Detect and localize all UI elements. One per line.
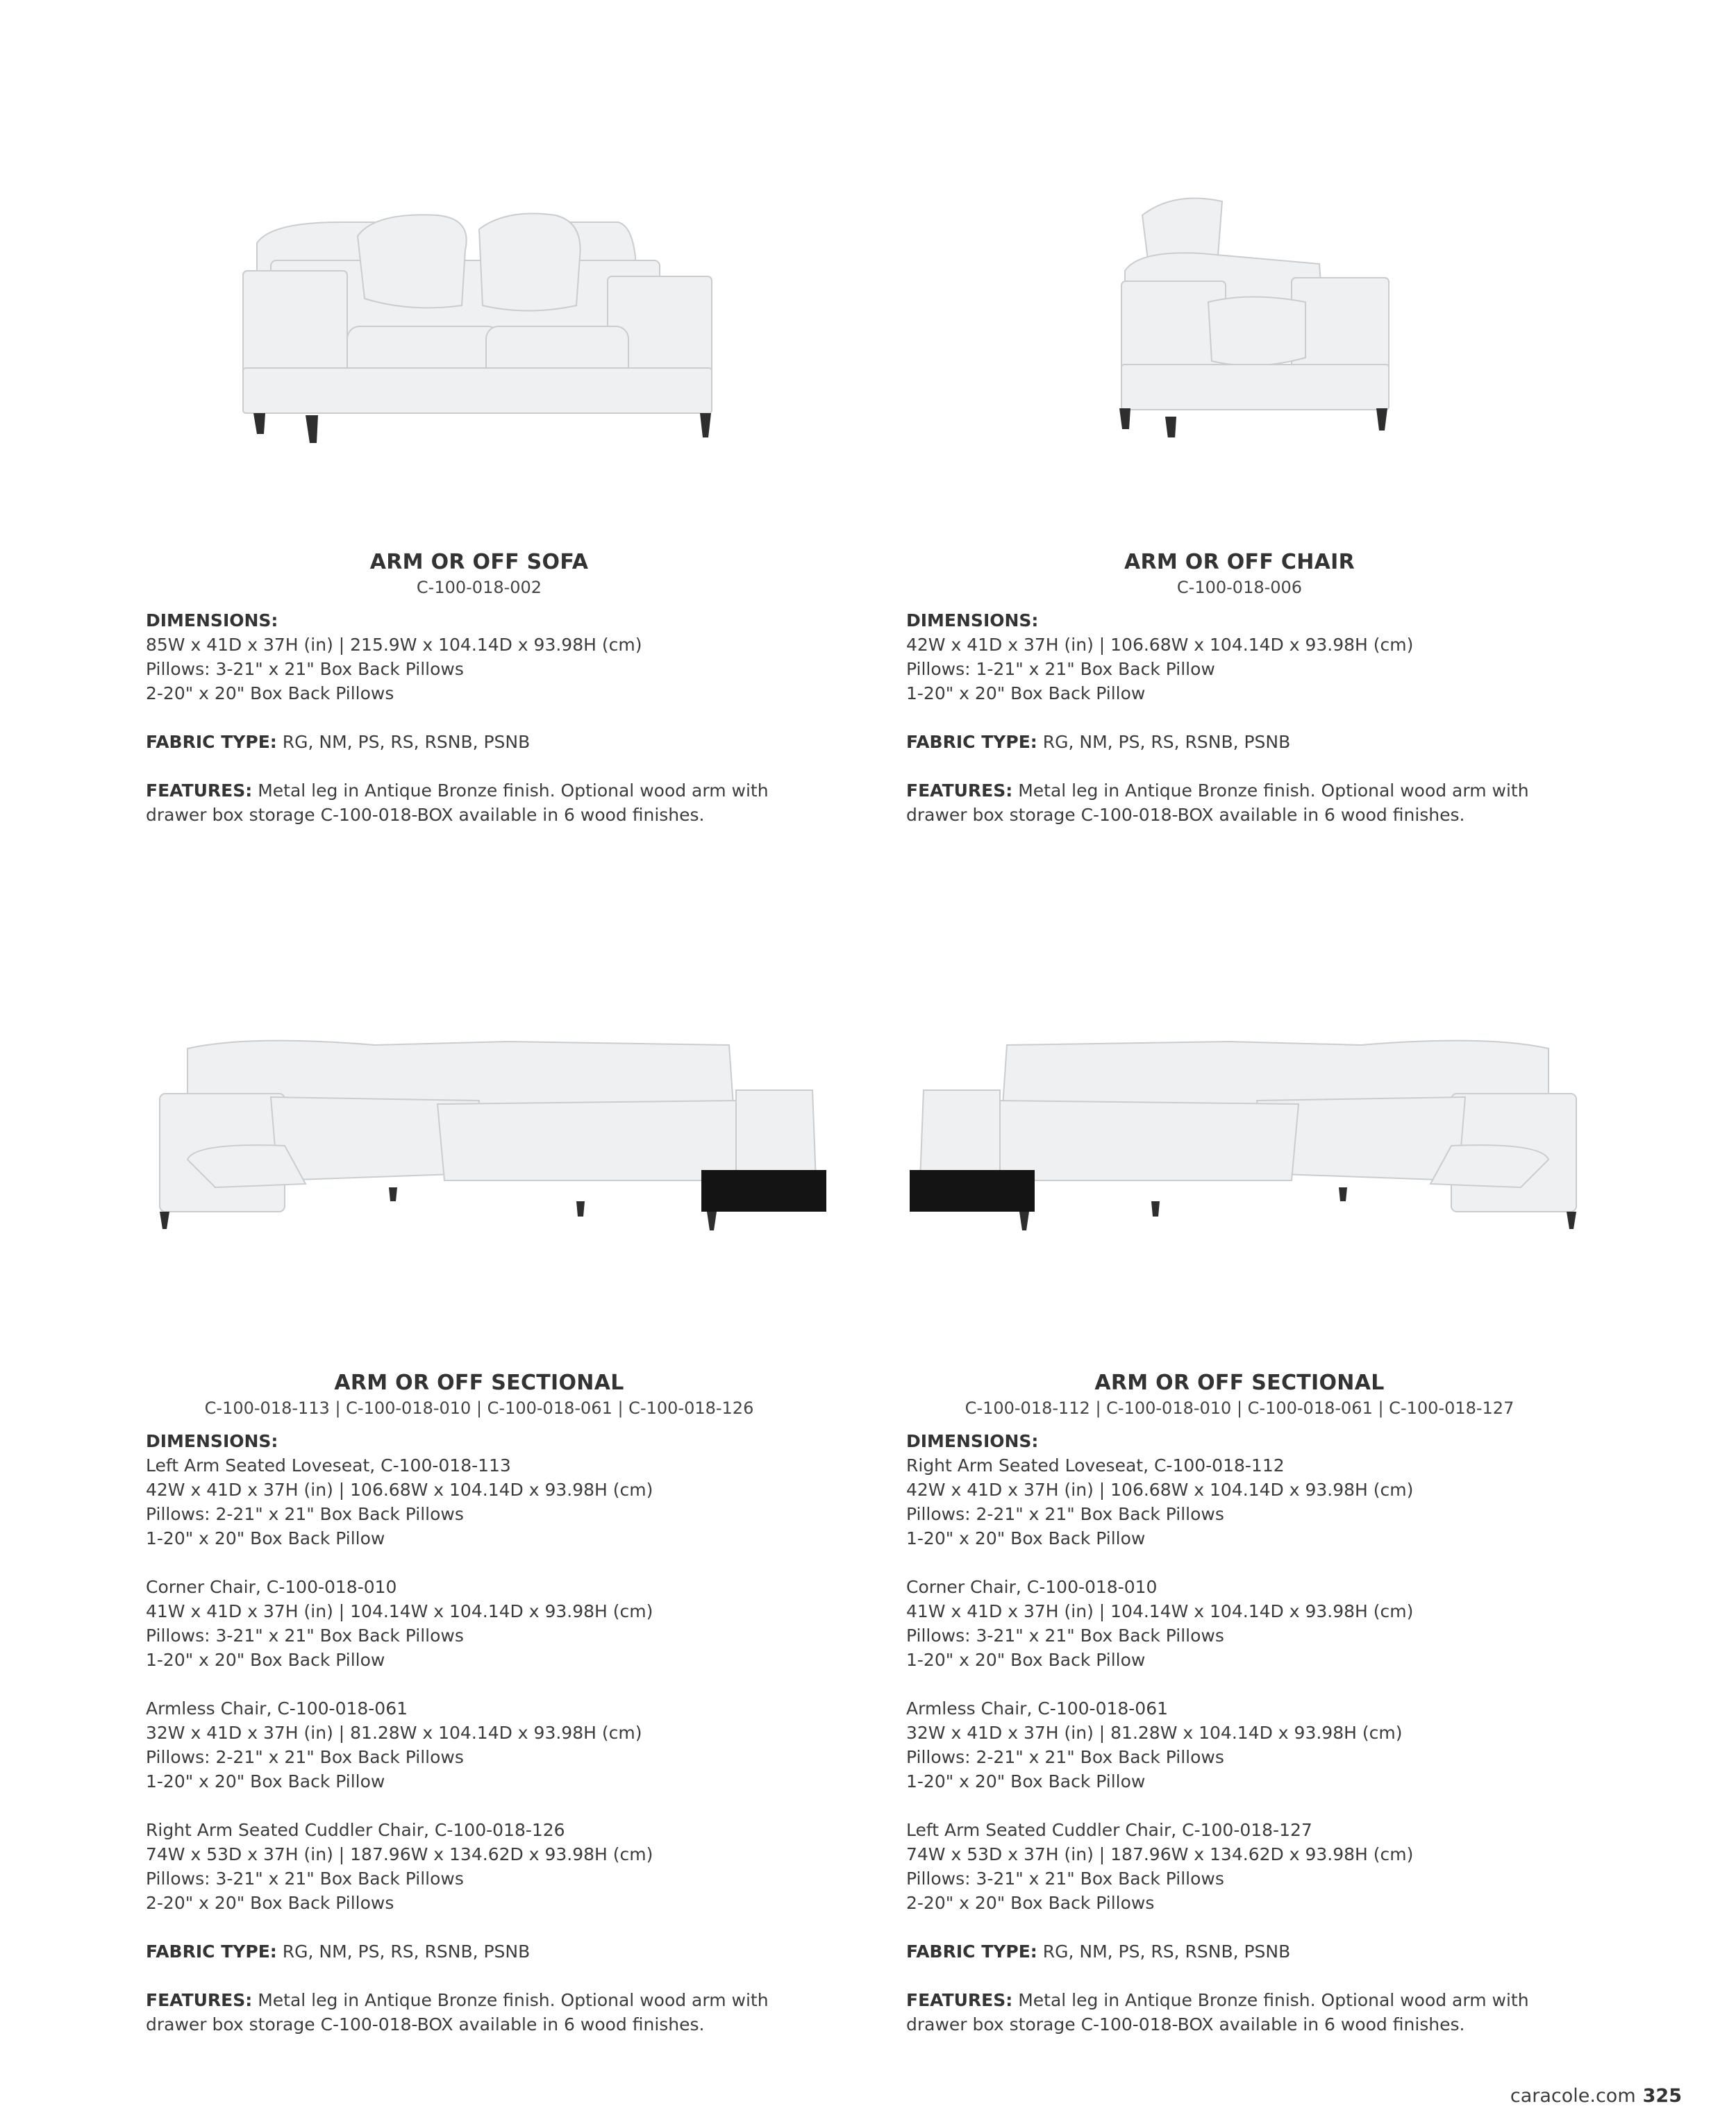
fabric-type-value: RG, NM, PS, RS, RSNB, PSNB: [276, 732, 531, 752]
product-title: ARM OR OFF SOFA: [369, 550, 589, 574]
features: [906, 1988, 1573, 2012]
wood-drawer-arm: [701, 1170, 826, 1212]
fabric-type-value: RG, NM, PS, RS, RSNB, PSNB: [1037, 732, 1291, 752]
product-title: ARM OR OFF CHAIR: [1124, 550, 1355, 574]
spec-line: 41W x 41D x 37H (in) | 104.14W x 104.14D x 93.98H (cm): [146, 1601, 653, 1621]
spec-line: Pillows: 1-21" x 21" Box Back Pillow: [906, 659, 1215, 679]
spec-line: Armless Chair, C-100-018-061: [906, 1698, 1169, 1719]
features: [906, 778, 1573, 803]
features-label: FEATURES:: [146, 1990, 253, 2010]
features-text: drawer box storage C-100-018-BOX available in 6 wood finishes.: [906, 2014, 1465, 2035]
spec-line: 74W x 53D x 37H (in) | 187.96W x 134.62D x 93.98H (cm): [146, 1844, 653, 1864]
fabric-type-label: FABRIC TYPE:: [906, 732, 1037, 752]
features-text: drawer box storage C-100-018-BOX available in 6 wood finishes.: [146, 2014, 705, 2035]
chair-image: [1076, 187, 1410, 437]
spec-line: 32W x 41D x 37H (in) | 81.28W x 104.14D x 93.98H (cm): [906, 1723, 1403, 1743]
features-text: Metal leg in Antique Bronze finish. Optional wood arm with: [1012, 1990, 1529, 2010]
spec-line: 42W x 41D x 37H (in) | 106.68W x 104.14D x 93.98H (cm): [906, 635, 1414, 655]
features-label: FEATURES:: [146, 780, 253, 801]
wood-drawer-arm: [910, 1170, 1035, 1212]
product-sku: C-100-018-002: [416, 578, 542, 597]
product-chair: [906, 549, 1573, 827]
dimensions-label: DIMENSIONS:: [906, 610, 1039, 630]
spec-line: Armless Chair, C-100-018-061: [146, 1698, 408, 1719]
spec-line: 1-20" x 20" Box Back Pillow: [906, 1528, 1146, 1548]
features-text: Metal leg in Antique Bronze finish. Optional wood arm with: [252, 1990, 769, 2010]
fabric-type-value: RG, NM, PS, RS, RSNB, PSNB: [1037, 1941, 1291, 1962]
spec-line: 32W x 41D x 37H (in) | 81.28W x 104.14D x 93.98H (cm): [146, 1723, 642, 1743]
spec-line: Right Arm Seated Loveseat, C-100-018-112: [906, 1455, 1285, 1476]
dimensions-label: DIMENSIONS:: [146, 1431, 278, 1451]
spec-line: 85W x 41D x 37H (in) | 215.9W x 104.14D x 93.98H (cm): [146, 635, 642, 655]
fabric-type: [906, 730, 1573, 754]
spec-line: Pillows: 2-21" x 21" Box Back Pillows: [146, 1747, 464, 1767]
spec-line: Left Arm Seated Loveseat, C-100-018-113: [146, 1455, 511, 1476]
product-sectional-left: [146, 1369, 812, 2037]
spec-line: Corner Chair, C-100-018-010: [146, 1577, 397, 1597]
spec-line: 1-20" x 20" Box Back Pillow: [146, 1771, 385, 1791]
product-sofa: [146, 549, 812, 827]
spec-line: 1-20" x 20" Box Back Pillow: [906, 1650, 1146, 1670]
spec-line: Right Arm Seated Cuddler Chair, C-100-018-126: [146, 1820, 565, 1840]
product-sku: C-100-018-112 | C-100-018-010 | C-100-018-061 | C-100-018-127: [965, 1398, 1514, 1418]
spec-line: 1-20" x 20" Box Back Pillow: [146, 1650, 385, 1670]
spec-line: 74W x 53D x 37H (in) | 187.96W x 134.62D x 93.98H (cm): [906, 1844, 1414, 1864]
fabric-type-label: FABRIC TYPE:: [146, 732, 277, 752]
fabric-type: [146, 1939, 812, 1964]
spec-line: Pillows: 3-21" x 21" Box Back Pillows: [146, 1869, 464, 1889]
spec-line: 2-20" x 20" Box Back Pillows: [906, 1893, 1155, 1913]
fabric-type-label: FABRIC TYPE:: [146, 1941, 277, 1962]
spec-line: Corner Chair, C-100-018-010: [906, 1577, 1158, 1597]
spec-line: 42W x 41D x 37H (in) | 106.68W x 104.14D x 93.98H (cm): [906, 1480, 1414, 1500]
spec-line: 1-20" x 20" Box Back Pillow: [906, 683, 1146, 703]
product-sku: C-100-018-006: [1176, 578, 1303, 597]
features-text: Metal leg in Antique Bronze finish. Optional wood arm with: [252, 780, 769, 801]
product-sku: C-100-018-113 | C-100-018-010 | C-100-018-061 | C-100-018-126: [204, 1398, 754, 1418]
page-footer: [1510, 2085, 1682, 2108]
features: [146, 1988, 812, 2012]
fabric-type-label: FABRIC TYPE:: [906, 1941, 1037, 1962]
spec-line: Pillows: 3-21" x 21" Box Back Pillows: [906, 1869, 1224, 1889]
product-sectional-right: [906, 1369, 1573, 2037]
spec-line: Pillows: 3-21" x 21" Box Back Pillows: [906, 1626, 1224, 1646]
spec-line: Pillows: 3-21" x 21" Box Back Pillows: [146, 1626, 464, 1646]
product-title: ARM OR OFF SECTIONAL: [334, 1371, 624, 1395]
spec-line: 2-20" x 20" Box Back Pillows: [146, 683, 394, 703]
features-label: FEATURES:: [906, 1990, 1013, 2010]
dimensions-label: DIMENSIONS:: [146, 610, 278, 630]
fabric-type: [146, 730, 812, 754]
spec-line: Pillows: 2-21" x 21" Box Back Pillows: [906, 1747, 1224, 1767]
features-text: Metal leg in Antique Bronze finish. Optional wood arm with: [1012, 780, 1529, 801]
features-text: drawer box storage C-100-018-BOX available in 6 wood finishes.: [146, 805, 705, 825]
spec-line: Pillows: 2-21" x 21" Box Back Pillows: [906, 1504, 1224, 1524]
spec-line: Left Arm Seated Cuddler Chair, C-100-018-127: [906, 1820, 1312, 1840]
product-title: ARM OR OFF SECTIONAL: [1094, 1371, 1385, 1395]
features-text: drawer box storage C-100-018-BOX available in 6 wood finishes.: [906, 805, 1465, 825]
spec-line: 42W x 41D x 37H (in) | 106.68W x 104.14D x 93.98H (cm): [146, 1480, 653, 1500]
site-url[interactable]: caracole.com: [1510, 2085, 1636, 2107]
sofa-image: [229, 194, 743, 444]
spec-line: Pillows: 3-21" x 21" Box Back Pillows: [146, 659, 464, 679]
features: [146, 778, 812, 803]
page-number: 325: [1642, 2085, 1682, 2107]
dimensions-label: DIMENSIONS:: [906, 1431, 1039, 1451]
spec-line: 1-20" x 20" Box Back Pillow: [906, 1771, 1146, 1791]
fabric-type: [906, 1939, 1573, 1964]
features-label: FEATURES:: [906, 780, 1013, 801]
right-arm-sectional-image: [896, 1021, 1590, 1236]
spec-line: 2-20" x 20" Box Back Pillows: [146, 1893, 394, 1913]
left-arm-sectional-image: [146, 1021, 840, 1236]
spec-line: 41W x 41D x 37H (in) | 104.14W x 104.14D x 93.98H (cm): [906, 1601, 1414, 1621]
spec-line: 1-20" x 20" Box Back Pillow: [146, 1528, 385, 1548]
spec-line: Pillows: 2-21" x 21" Box Back Pillows: [146, 1504, 464, 1524]
fabric-type-value: RG, NM, PS, RS, RSNB, PSNB: [276, 1941, 531, 1962]
